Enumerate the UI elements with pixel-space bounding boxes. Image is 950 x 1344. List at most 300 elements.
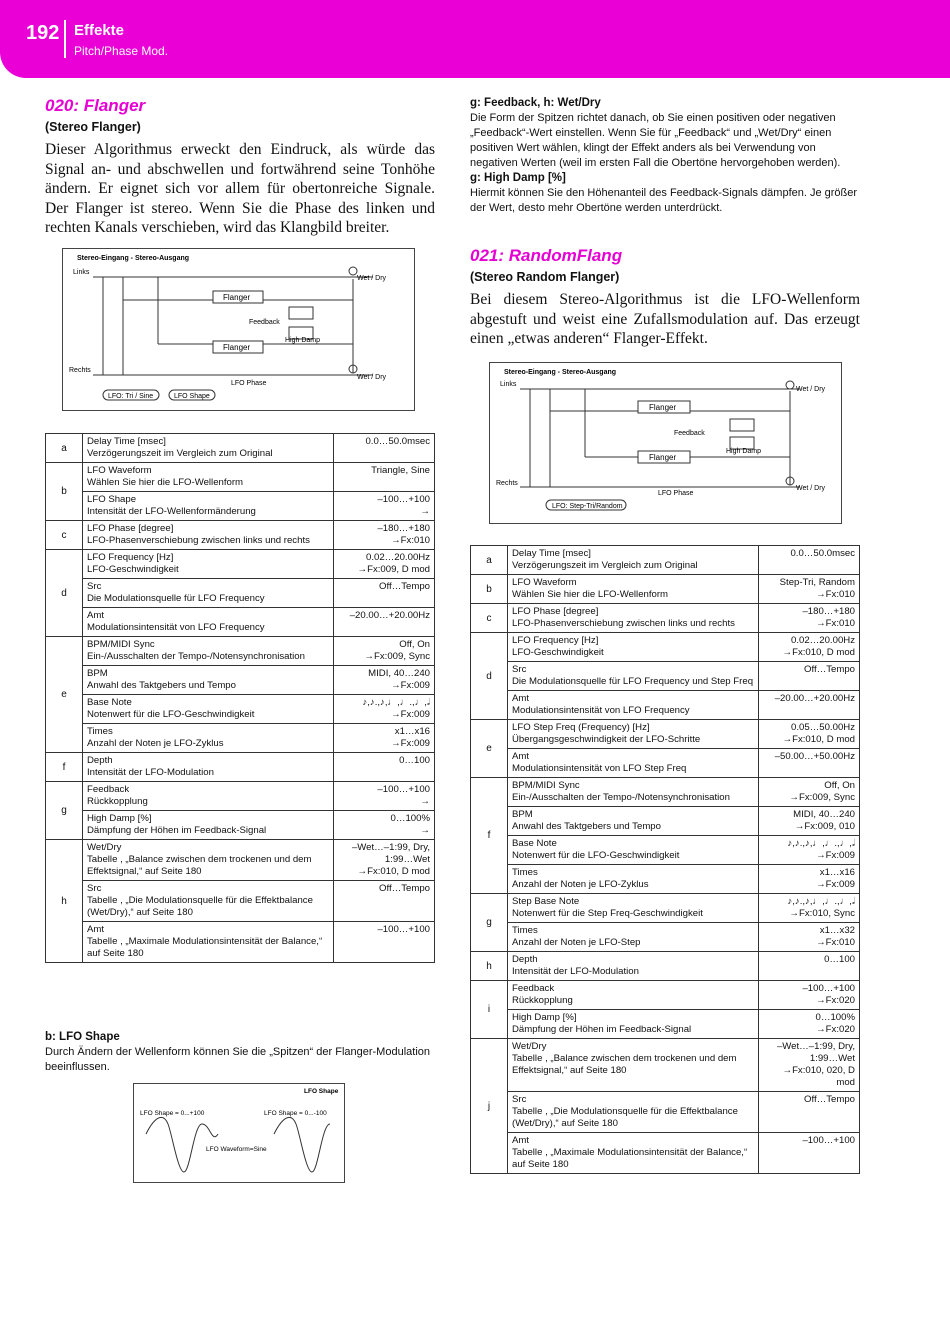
param-row	[46, 608, 435, 637]
feedback2-label: Feedback	[674, 430, 705, 437]
param-cell	[83, 434, 334, 463]
param-cell	[508, 778, 759, 807]
wet-dry-label-2: Wet / Dry	[357, 374, 387, 381]
param-cell	[83, 811, 334, 840]
param-description: Wählen Sie hier die LFO-Wellenform	[512, 589, 669, 600]
param-value: Step-Tri, Random	[779, 577, 855, 588]
flanger-section	[45, 96, 435, 238]
lfo-shape-section	[45, 1030, 435, 1075]
param-cell	[508, 604, 759, 633]
param-value-cell	[334, 881, 435, 922]
param-value-cell	[334, 753, 435, 782]
param-value: MIDI, 40…240	[368, 668, 430, 679]
param-name: Times	[512, 925, 538, 936]
param-modulation-ref: →Fx:020	[816, 995, 855, 1006]
param-group-key: i	[471, 981, 508, 1039]
param-description: Ein-/Ausschalten der Tempo-/Notensynchronisation	[87, 651, 305, 662]
wet-dry2-label-1: Wet / Dry	[796, 386, 826, 393]
high-damp-label: High Damp	[285, 337, 321, 344]
page-header	[0, 0, 950, 78]
param-modulation-ref: →Fx:010	[816, 618, 855, 629]
param-name: LFO Phase [degree]	[512, 606, 599, 617]
param-row	[46, 782, 435, 811]
param-value-cell	[759, 952, 860, 981]
param-description: Modulationsintensität von LFO Frequency	[512, 705, 690, 716]
param-group-key: h	[471, 952, 508, 981]
param-description: Anzahl der Noten je LFO-Step	[512, 937, 641, 948]
chapter-title: Effekte	[74, 22, 125, 39]
param-value-cell	[334, 434, 435, 463]
param-description: Modulationsintensität von LFO Frequency	[87, 622, 265, 633]
param-modulation-ref: →Fx:010	[816, 937, 855, 948]
param-description: Ein-/Ausschalten der Tempo-/Notensynchronisation	[512, 792, 730, 803]
param-row	[471, 894, 860, 923]
param-cell	[83, 608, 334, 637]
param-cell	[508, 923, 759, 952]
param-name: BPM/MIDI Sync	[87, 639, 155, 650]
wet-dry2-label-2: Wet / Dry	[796, 485, 826, 492]
param-value-cell	[334, 922, 435, 963]
param-name: Base Note	[87, 697, 132, 708]
param-value: Off, On	[399, 639, 430, 650]
param-value: 0…100	[824, 954, 855, 965]
param-cell	[83, 695, 334, 724]
param-modulation-ref: →	[420, 506, 430, 517]
param-value-cell	[759, 633, 860, 662]
param-group-key: a	[471, 546, 508, 575]
param-description: LFO-Geschwindigkeit	[87, 564, 179, 575]
feedback-wetdry-text: Die Form der Spitzen richtet danach, ob Sie einen positiven oder negativen „Feedback“-Wert einstellen. Wenn Sie für „Feedback“ und „Wet/Dry“ einen positiven Wert wählen, klingt der Effekt anders als bei Verwendung von negativen Werten (weil im ersten Fall die Obertöne hervorgehoben werden).	[470, 112, 841, 169]
param-description: Tabelle , „Die Modulationsquelle für die Effektbalance (Wet/Dry),“ auf Seite 180	[87, 895, 313, 918]
param-description: Rückkopplung	[87, 796, 148, 807]
param-value: 0.05…50.00Hz	[791, 722, 855, 733]
param-name: BPM/MIDI Sync	[512, 780, 580, 791]
page-number: 192	[26, 22, 60, 44]
high-damp-heading: g: High Damp [%]	[470, 172, 566, 184]
effect-title-2: 021: RandomFlang	[470, 246, 623, 265]
param-cell	[508, 836, 759, 865]
param-row	[46, 434, 435, 463]
param-name: LFO Waveform	[87, 465, 152, 476]
param-description: Intensität der LFO-Modulation	[87, 767, 214, 778]
param-description: Tabelle , „Maximale Modulationsintensität der Balance,“ auf Seite 180	[512, 1147, 748, 1170]
param-description: Anzahl der Noten je LFO-Zyklus	[512, 879, 649, 890]
param-cell	[83, 782, 334, 811]
param-description: Rückkopplung	[512, 995, 573, 1006]
param-name: BPM	[512, 809, 533, 820]
param-value: –20.00…+20.00Hz	[774, 693, 855, 704]
param-name: LFO Phase [degree]	[87, 523, 174, 534]
param-row	[471, 604, 860, 633]
param-modulation-ref: →Fx:009	[391, 709, 430, 720]
param-value-cell	[334, 637, 435, 666]
param-description: Tabelle , „Die Modulationsquelle für die Effektbalance (Wet/Dry),“ auf Seite 180	[512, 1106, 738, 1129]
param-description: Verzögerungszeit im Vergleich zum Original	[512, 560, 698, 571]
param-value-cell	[759, 1133, 860, 1174]
param-cell	[508, 575, 759, 604]
param-row	[46, 492, 435, 521]
param-value: –50.00…+50.00Hz	[774, 751, 855, 762]
param-row	[471, 633, 860, 662]
param-modulation-ref: →Fx:010, D mod	[782, 647, 855, 658]
param-name: Amt	[87, 610, 105, 621]
param-value: 0.0…50.0msec	[790, 548, 855, 559]
param-row	[46, 521, 435, 550]
param-cell	[508, 807, 759, 836]
param-cell	[508, 865, 759, 894]
param-value: –100…+100	[802, 983, 855, 994]
param-group-key: c	[471, 604, 508, 633]
param-group-key: a	[46, 434, 83, 463]
param-cell	[508, 1092, 759, 1133]
param-value-cell	[334, 666, 435, 695]
param-value-cell	[759, 691, 860, 720]
param-row	[46, 666, 435, 695]
param-value-cell	[334, 579, 435, 608]
param-description: LFO-Phasenverschiebung zwischen links und rechts	[512, 618, 735, 629]
param-cell	[508, 894, 759, 923]
param-modulation-ref: →	[420, 796, 430, 807]
param-row	[46, 753, 435, 782]
param-value-cell	[334, 463, 435, 492]
param-value: ♪,♪.,♪,♩,♩.,♩,𝅗𝅥	[362, 697, 430, 708]
param-description: Tabelle , „Balance zwischen dem trockenen und dem Effektsignal,“ auf Seite 180	[512, 1053, 737, 1076]
param-value-cell	[759, 575, 860, 604]
param-description: Verzögerungszeit im Vergleich zum Original	[87, 448, 273, 459]
param-modulation-ref: →Fx:010, D mod	[357, 866, 430, 877]
flanger-parameter-table	[45, 433, 435, 963]
param-description: Dämpfung der Höhen im Feedback-Signal	[87, 825, 267, 836]
param-row	[471, 1010, 860, 1039]
param-name: Wet/Dry	[512, 1041, 547, 1052]
param-name: LFO Frequency [Hz]	[87, 552, 174, 563]
param-cell	[83, 840, 334, 881]
diagram2-left-label: Links	[500, 381, 517, 388]
param-value-cell	[759, 662, 860, 691]
param-description: Modulationsintensität von LFO Step Freq	[512, 763, 687, 774]
param-row	[46, 463, 435, 492]
param-value: x1…x32	[819, 925, 855, 936]
diagram-left-label: Links	[73, 269, 90, 276]
param-cell	[508, 662, 759, 691]
param-name: Src	[87, 581, 102, 592]
flanger-block-1: Flanger	[223, 293, 251, 302]
param-row	[46, 637, 435, 666]
param-value: –100…+100	[802, 1135, 855, 1146]
param-name: Src	[512, 1094, 527, 1105]
randomflang-block-diagram	[489, 362, 842, 524]
param-row	[471, 923, 860, 952]
param-value: –20.00…+20.00Hz	[349, 610, 430, 621]
param-value: x1…x16	[394, 726, 430, 737]
param-modulation-ref: →Fx:009, D mod	[357, 564, 430, 575]
param-value: –Wet…–1:99, Dry, 1:99…Wet	[776, 1041, 855, 1064]
param-row	[471, 807, 860, 836]
lfo-waveform-box: LFO: Tri / Sine	[108, 393, 154, 400]
param-description: Tabelle , „Balance zwischen dem trockenen und dem Effektsignal,“ auf Seite 180	[87, 854, 312, 877]
param-cell	[508, 546, 759, 575]
param-value-cell	[759, 807, 860, 836]
lfo-shape-text: Durch Ändern der Wellenform können Sie die „Spitzen“ der Flanger-Modulation beeinflussen.	[45, 1046, 430, 1073]
param-modulation-ref: →Fx:009	[391, 738, 430, 749]
param-cell	[83, 579, 334, 608]
param-modulation-ref: →Fx:020	[816, 1024, 855, 1035]
param-value-cell	[759, 894, 860, 923]
flanger2-block-1: Flanger	[649, 403, 677, 412]
param-value: –180…+180	[802, 606, 855, 617]
diagram2-io-label: Stereo-Eingang - Stereo-Ausgang	[504, 369, 617, 376]
param-row	[46, 840, 435, 881]
flanger-block-2: Flanger	[223, 343, 251, 352]
param-cell	[83, 922, 334, 963]
param-group-key: e	[46, 637, 83, 753]
param-group-key: g	[471, 894, 508, 952]
param-value-cell	[759, 749, 860, 778]
param-value: –100…+100	[377, 924, 430, 935]
param-modulation-ref: →Fx:009	[816, 850, 855, 861]
param-description: Notenwert für die LFO-Geschwindigkeit	[87, 709, 255, 720]
randomflang-parameter-table	[470, 545, 860, 1174]
param-group-key: b	[471, 575, 508, 604]
diagram2-right-label: Rechts	[496, 480, 518, 487]
param-value: Off…Tempo	[378, 581, 430, 592]
lfo-shape-positive-label: LFO Shape = 0...+100	[140, 1110, 205, 1117]
high-damp-text: Hiermit können Sie den Höhenanteil des Feedback-Signals dämpfen. Je größer der Wert, desto mehr Obertöne werden unterdrückt.	[470, 187, 858, 214]
param-row	[471, 952, 860, 981]
param-description: Wählen Sie hier die LFO-Wellenform	[87, 477, 244, 488]
param-modulation-ref: →Fx:010, 020, D mod	[782, 1065, 855, 1088]
param-description: Notenwert für die Step Freq-Geschwindigkeit	[512, 908, 703, 919]
param-row	[471, 981, 860, 1010]
param-modulation-ref: →Fx:009	[391, 680, 430, 691]
param-group-key: g	[46, 782, 83, 840]
param-modulation-ref: →Fx:010	[816, 589, 855, 600]
param-value: MIDI, 40…240	[793, 809, 855, 820]
param-modulation-ref: →Fx:010, Sync	[789, 908, 855, 919]
param-value-cell	[759, 720, 860, 749]
param-value: ♪,♪.,♪,♩,♩.,♩,𝅗𝅥	[787, 838, 855, 849]
param-name: Amt	[87, 924, 105, 935]
lfo-phase-label: LFO Phase	[231, 380, 267, 387]
param-row	[471, 836, 860, 865]
param-row	[471, 865, 860, 894]
param-name: LFO Step Freq (Frequency) [Hz]	[512, 722, 650, 733]
param-cell	[83, 521, 334, 550]
wet-dry-label-1: Wet / Dry	[357, 275, 387, 282]
param-cell	[508, 952, 759, 981]
param-cell	[83, 724, 334, 753]
param-row	[471, 749, 860, 778]
param-value: ♪,♪.,♪,♩,♩.,♩,𝅗𝅥	[787, 896, 855, 907]
randomflang-section	[470, 246, 860, 349]
param-name: Depth	[87, 755, 113, 766]
param-row	[471, 575, 860, 604]
param-value-cell	[334, 608, 435, 637]
high-damp2-label: High Damp	[726, 448, 762, 455]
param-value: –Wet…–1:99, Dry, 1:99…Wet	[351, 842, 430, 865]
effect-title: 020: Flanger	[45, 96, 146, 115]
param-row	[46, 724, 435, 753]
param-cell	[83, 463, 334, 492]
param-modulation-ref: →Fx:009, Sync	[364, 651, 430, 662]
effect-subtitle-2: (Stereo Random Flanger)	[470, 270, 620, 284]
param-cell	[508, 749, 759, 778]
lfo-shape-diagram	[133, 1083, 345, 1183]
lfo-waveform-sine-label: LFO Waveform=Sine	[206, 1146, 267, 1153]
param-group-key: f	[471, 778, 508, 894]
param-group-key: b	[46, 463, 83, 521]
param-value-cell	[334, 492, 435, 521]
effect-intro-2: Bei diesem Stereo-Algorithmus ist die LFO-Wellenform abgestuft und weist eine Zufallsmodulation auf. Das erzeugt einen „etwas anderen“ Flanger-Effekt.	[470, 291, 860, 347]
param-cell	[83, 666, 334, 695]
param-value: Off…Tempo	[803, 1094, 855, 1105]
param-row	[471, 720, 860, 749]
param-value-cell	[759, 1039, 860, 1092]
param-description: Notenwert für die LFO-Geschwindigkeit	[512, 850, 680, 861]
feedback-wetdry-heading: g: Feedback, h: Wet/Dry	[470, 97, 601, 109]
param-description: Intensität der LFO-Wellenformänderung	[87, 506, 256, 517]
param-value-cell	[334, 811, 435, 840]
param-value-cell	[759, 1092, 860, 1133]
param-name: Amt	[512, 1135, 530, 1146]
param-value: –180…+180	[377, 523, 430, 534]
param-group-key: f	[46, 753, 83, 782]
param-cell	[83, 550, 334, 579]
param-name: High Damp [%]	[512, 1012, 577, 1023]
param-cell	[508, 691, 759, 720]
param-cell	[508, 1133, 759, 1174]
param-name: Wet/Dry	[87, 842, 122, 853]
param-modulation-ref: →	[420, 825, 430, 836]
param-value: –100…+100	[377, 784, 430, 795]
lfo-shape-negative-label: LFO Shape = 0...-100	[264, 1110, 327, 1117]
chapter-subtitle: Pitch/Phase Mod.	[74, 44, 169, 58]
param-group-key: d	[471, 633, 508, 720]
param-value: Off, On	[824, 780, 855, 791]
feedback-label: Feedback	[249, 319, 280, 326]
header-divider	[64, 20, 66, 58]
param-value: Off…Tempo	[378, 883, 430, 894]
param-value: 0.02…20.00Hz	[791, 635, 855, 646]
param-description: Anwahl des Taktgebers und Tempo	[512, 821, 661, 832]
param-modulation-ref: →Fx:010	[391, 535, 430, 546]
param-value-cell	[334, 782, 435, 811]
param-cell	[508, 1010, 759, 1039]
param-name: Amt	[512, 751, 530, 762]
lfo-shape-box: LFO Shape	[174, 393, 210, 400]
flanger-block-diagram	[62, 248, 415, 411]
param-value-cell	[334, 550, 435, 579]
param-cell	[83, 753, 334, 782]
param-value-cell	[334, 724, 435, 753]
param-cell	[508, 633, 759, 662]
param-value-cell	[759, 1010, 860, 1039]
param-row	[46, 881, 435, 922]
param-value: Triangle, Sine	[371, 465, 430, 476]
param-value-cell	[759, 836, 860, 865]
lfo-diagram-title: LFO Shape	[304, 1088, 339, 1095]
param-description: Intensität der LFO-Modulation	[512, 966, 639, 977]
param-cell	[508, 981, 759, 1010]
param-name: BPM	[87, 668, 108, 679]
lfo-shape-heading: b: LFO Shape	[45, 1031, 120, 1043]
param-value: 0…100%	[390, 813, 430, 824]
param-group-key: c	[46, 521, 83, 550]
param-row	[46, 922, 435, 963]
param-group-key: h	[46, 840, 83, 963]
param-value-cell	[334, 840, 435, 881]
param-cell	[83, 881, 334, 922]
param-modulation-ref: →Fx:009	[816, 879, 855, 890]
param-value: x1…x16	[819, 867, 855, 878]
param-value: –100…+100	[377, 494, 430, 505]
param-description: Anzahl der Noten je LFO-Zyklus	[87, 738, 224, 749]
param-name: Src	[87, 883, 102, 894]
param-description: Die Modulationsquelle für LFO Frequency und Step Freq	[512, 676, 754, 687]
param-name: Src	[512, 664, 527, 675]
param-name: LFO Shape	[87, 494, 137, 505]
effect-intro: Dieser Algorithmus erweckt den Eindruck, als würde das Signal an- und abschwellen und fortwährend seine Tonhöhe ändern. Er eignet sich vor allem für obertonreiche Signale. Der Flanger ist stereo. Wenn Sie die Phase des linken und rechten Kanals verschieben, wird das Klangbild breiter.	[45, 141, 435, 236]
param-cell	[508, 720, 759, 749]
param-cell	[83, 637, 334, 666]
param-name: Times	[87, 726, 113, 737]
param-row	[471, 546, 860, 575]
param-description: Dämpfung der Höhen im Feedback-Signal	[512, 1024, 692, 1035]
param-description: LFO-Phasenverschiebung zwischen links und rechts	[87, 535, 310, 546]
param-value: 0.0…50.0msec	[365, 436, 430, 447]
param-description: Tabelle , „Maximale Modulationsintensität der Balance,“ auf Seite 180	[87, 936, 323, 959]
param-name: LFO Waveform	[512, 577, 577, 588]
param-group-key: e	[471, 720, 508, 778]
param-name: Step Base Note	[512, 896, 580, 907]
param-row	[471, 662, 860, 691]
param-value: Off…Tempo	[803, 664, 855, 675]
param-name: Delay Time [msec]	[87, 436, 166, 447]
lfo-phase2-label: LFO Phase	[658, 490, 694, 497]
param-value: 0…100%	[815, 1012, 855, 1023]
param-name: Feedback	[87, 784, 130, 795]
param-row	[471, 1092, 860, 1133]
param-row	[471, 778, 860, 807]
param-value-cell	[759, 981, 860, 1010]
param-row	[471, 1039, 860, 1092]
param-description: LFO-Geschwindigkeit	[512, 647, 604, 658]
param-value: 0…100	[399, 755, 430, 766]
param-description: Anwahl des Taktgebers und Tempo	[87, 680, 236, 691]
param-value-cell	[759, 923, 860, 952]
param-name: Times	[512, 867, 538, 878]
param-value-cell	[759, 778, 860, 807]
param-modulation-ref: →Fx:009, Sync	[789, 792, 855, 803]
param-value-cell	[759, 604, 860, 633]
param-row	[46, 550, 435, 579]
feedback-wetdry-section	[470, 96, 860, 216]
param-group-key: j	[471, 1039, 508, 1174]
param-row	[471, 1133, 860, 1174]
param-name: Delay Time [msec]	[512, 548, 591, 559]
param-name: Depth	[512, 954, 538, 965]
param-value-cell	[334, 695, 435, 724]
param-name: High Damp [%]	[87, 813, 152, 824]
param-value-cell	[759, 865, 860, 894]
param-group-key: d	[46, 550, 83, 637]
param-name: Amt	[512, 693, 530, 704]
effect-subtitle: (Stereo Flanger)	[45, 120, 141, 134]
param-name: LFO Frequency [Hz]	[512, 635, 599, 646]
param-row	[46, 695, 435, 724]
param-name: Feedback	[512, 983, 555, 994]
param-name: Base Note	[512, 838, 557, 849]
